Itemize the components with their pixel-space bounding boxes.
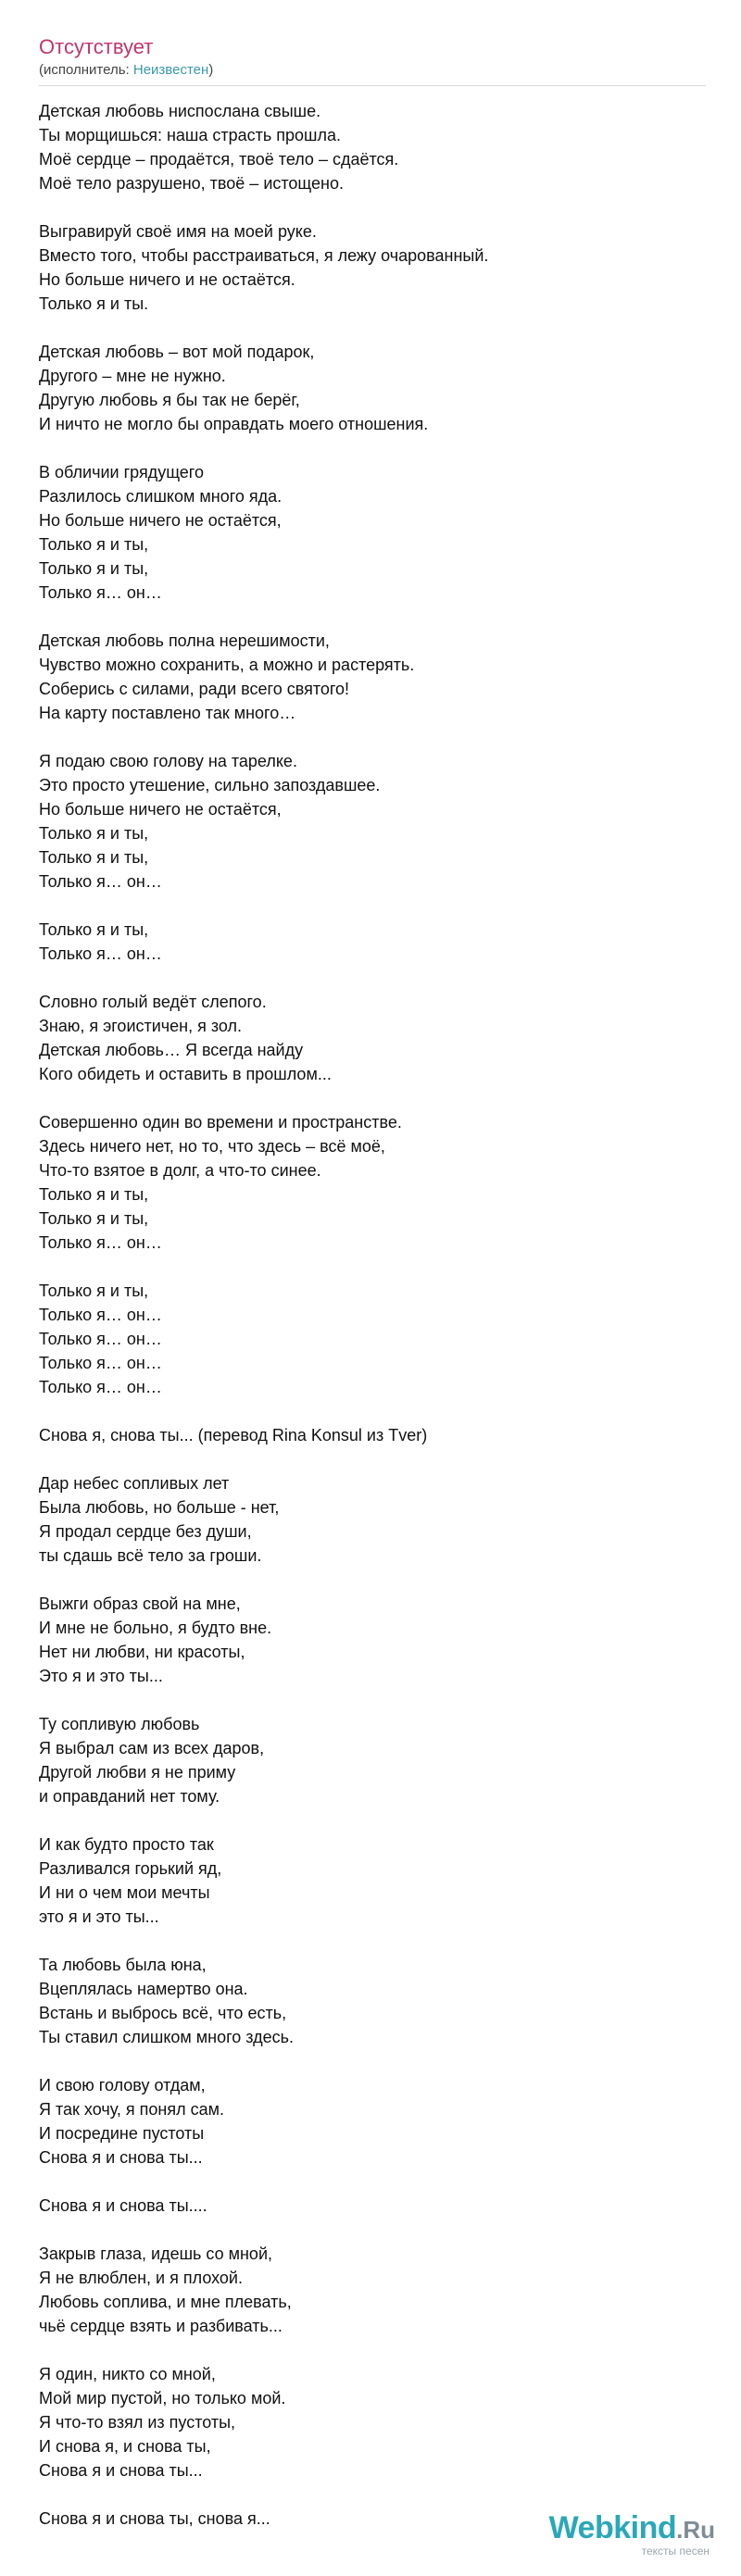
lyric-line: Дар небес сопливых лет — [39, 1474, 230, 1493]
lyric-line: Это просто утешение, сильно запоздавшее. — [39, 776, 381, 794]
lyric-line: Только я и ты, — [39, 920, 149, 939]
lyric-line: Любовь соплива, и мне плевать, — [39, 2293, 292, 2311]
lyric-line: Только я и ты, — [39, 1282, 149, 1300]
logo-tld: .Ru — [676, 2516, 715, 2544]
lyric-line: Чувство можно сохранить, а можно и растерять. — [39, 656, 415, 674]
lyric-line: И снова я, и снова ты, — [39, 2437, 211, 2456]
lyric-line: Соберись с силами, ради всего святого! — [39, 680, 350, 698]
lyrics-stanza — [39, 2194, 706, 2218]
lyric-line: Другой любви я не приму — [39, 1763, 236, 1782]
lyric-line: Закрыв глаза, идешь со мной, — [39, 2245, 272, 2263]
lyric-line: Вцеплялась намертво она. — [39, 1980, 248, 1998]
artist-line — [39, 61, 706, 86]
lyric-line: это я и это ты... — [39, 1907, 159, 1926]
logo-subtitle: тексты песен — [641, 2545, 710, 2557]
lyric-line: Я выбрал сам из всех даров, — [39, 1739, 265, 1757]
lyric-line: и оправданий нет тому. — [39, 1787, 220, 1806]
lyric-line: Вместо того, чтобы расстраиваться, я лежу очарованный. — [39, 246, 489, 265]
lyric-line: Что-то взятое в долг, а что-то синее. — [39, 1161, 321, 1180]
lyric-line: Только я… он… — [39, 872, 162, 891]
song-title: Отсутствует — [39, 35, 154, 58]
lyric-line: Разливался горький яд, — [39, 1859, 222, 1878]
lyric-line: И мне не больно, я будто вне. — [39, 1619, 272, 1637]
lyric-line: Встань и выбрось всё, что есть, — [39, 2004, 287, 2022]
lyrics-stanza — [39, 2362, 706, 2482]
site-logo[interactable] — [530, 2509, 715, 2565]
lyrics-stanza — [39, 1712, 706, 1808]
lyrics-stanza — [39, 1953, 706, 2049]
lyric-line: Только я и ты, — [39, 824, 149, 843]
lyrics-stanza — [39, 219, 706, 316]
lyric-line: Детская любовь ниспослана свыше. — [39, 102, 321, 120]
lyric-line: Детская любовь полна нерешимости, — [39, 631, 330, 650]
lyric-line: Только я… он… — [39, 1233, 162, 1252]
lyric-line: Только я и ты, — [39, 1185, 149, 1204]
lyric-line: Только я и ты, — [39, 535, 149, 554]
lyric-line: Но больше ничего не остаётся, — [39, 511, 282, 530]
artist-link[interactable]: Неизвестен — [132, 62, 209, 78]
lyric-line: Словно голый ведёт слепого. — [39, 993, 267, 1011]
lyrics-stanza — [39, 340, 706, 436]
lyric-line: Выгравируй своё имя на моей руке. — [39, 222, 317, 241]
lyrics-stanza — [39, 749, 706, 894]
lyrics-stanza — [39, 1592, 706, 1688]
lyric-line: Только я и ты. — [39, 294, 149, 313]
lyric-line: Только я… он… — [39, 1306, 162, 1324]
lyric-line: Я подаю свою голову на тарелке. — [39, 752, 297, 770]
page — [39, 33, 706, 2531]
lyric-line: И посредине пустоты — [39, 2124, 205, 2143]
lyrics-body — [39, 99, 706, 2531]
lyric-line: Здесь ничего нет, но то, что здесь – всё моё, — [39, 1137, 385, 1156]
lyric-line: И ни о чем мои мечты — [39, 1883, 210, 1902]
lyric-line: Только я… он… — [39, 1354, 162, 1372]
lyric-line: Была любовь, но больше - нет, — [39, 1498, 280, 1517]
lyric-line: Знаю, я эгоистичен, я зол. — [39, 1017, 243, 1035]
lyric-line: Но больше ничего не остаётся, — [39, 800, 282, 819]
lyric-line: Только я… он… — [39, 1330, 162, 1348]
lyric-line: Я продал сердце без души, — [39, 1522, 252, 1541]
lyric-line: На карту поставлено так много… — [39, 704, 296, 722]
lyric-line: Моё сердце – продаётся, твоё тело – сдаётся. — [39, 150, 399, 169]
lyric-line: Детская любовь… Я всегда найду — [39, 1041, 304, 1059]
lyric-line: Выжги образ свой на мне, — [39, 1594, 241, 1613]
lyric-line: Ту сопливую любовь — [39, 1715, 200, 1733]
lyric-line: Снова я и снова ты... — [39, 2148, 203, 2167]
lyric-line: Только я и ты, — [39, 848, 149, 867]
lyric-line: Я не влюблен, и я плохой. — [39, 2269, 243, 2287]
lyric-line: Ты ставил слишком много здесь. — [39, 2028, 295, 2046]
lyrics-stanza — [39, 2242, 706, 2338]
lyric-line: Мой мир пустой, но только мой. — [39, 2389, 286, 2407]
lyric-line: Я что-то взял из пустоты, — [39, 2413, 236, 2432]
lyric-line: Другую любовь я бы так не берёг, — [39, 391, 300, 409]
lyric-line: Ты морщишься: наша страсть прошла. — [39, 126, 341, 144]
lyric-line: Но больше ничего и не остаётся. — [39, 270, 295, 289]
lyric-line: Кого обидеть и оставить в прошлом... — [39, 1065, 332, 1083]
lyrics-stanza — [39, 1471, 706, 1568]
lyric-line: Та любовь была юна, — [39, 1956, 207, 1974]
artist-prefix: (исполнитель: — [39, 62, 133, 78]
lyrics-stanza — [39, 99, 706, 195]
lyric-line: Только я… он… — [39, 944, 162, 963]
lyric-line: И свою голову отдам, — [39, 2076, 206, 2095]
lyrics-stanza — [39, 918, 706, 966]
lyrics-stanza — [39, 629, 706, 725]
lyric-line: Нет ни любви, ни красоты, — [39, 1643, 245, 1661]
lyric-line: ты сдашь всё тело за гроши. — [39, 1546, 262, 1565]
lyrics-stanza — [39, 460, 706, 605]
lyric-line: Только я и ты, — [39, 559, 149, 578]
lyrics-stanza — [39, 2073, 706, 2170]
lyric-line: Я один, никто со мной, — [39, 2365, 216, 2383]
lyric-line: Снова я, снова ты... (перевод Rina Konsul из Tver) — [39, 1426, 428, 1444]
lyrics-stanza — [39, 1423, 706, 1447]
lyrics-stanza — [39, 1110, 706, 1255]
lyric-line: Только я… он… — [39, 1378, 162, 1396]
logo-word: Webkind — [548, 2510, 677, 2545]
artist-suffix: ) — [208, 62, 214, 78]
lyric-line: Другого – мне не нужно. — [39, 367, 226, 385]
lyric-line: Разлилось слишком много яда. — [39, 487, 283, 506]
lyric-line: Моё тело разрушено, твоё – истощено. — [39, 174, 344, 193]
lyric-line: Снова я и снова ты... — [39, 2461, 203, 2480]
lyric-line: И ничто не могло бы оправдать моего отношения. — [39, 415, 429, 433]
lyric-line: Детская любовь – вот мой подарок, — [39, 343, 315, 361]
lyric-line: В обличии грядущего — [39, 463, 204, 481]
lyrics-stanza — [39, 1279, 706, 1399]
lyric-line: Я так хочу, я понял сам. — [39, 2100, 225, 2119]
lyric-line: Только я и ты, — [39, 1209, 149, 1228]
lyrics-stanza — [39, 1832, 706, 1929]
lyric-line: Снова я и снова ты.... — [39, 2196, 207, 2215]
lyrics-stanza — [39, 990, 706, 1086]
lyric-line: Снова я и снова ты, снова я... — [39, 2509, 270, 2528]
lyric-line: Только я… он… — [39, 583, 162, 602]
lyric-line: Совершенно один во времени и пространстве. — [39, 1113, 402, 1132]
lyric-line: И как будто просто так — [39, 1835, 214, 1854]
lyric-line: чьё сердце взять и разбивать... — [39, 2317, 283, 2335]
lyric-line: Это я и это ты... — [39, 1667, 163, 1685]
